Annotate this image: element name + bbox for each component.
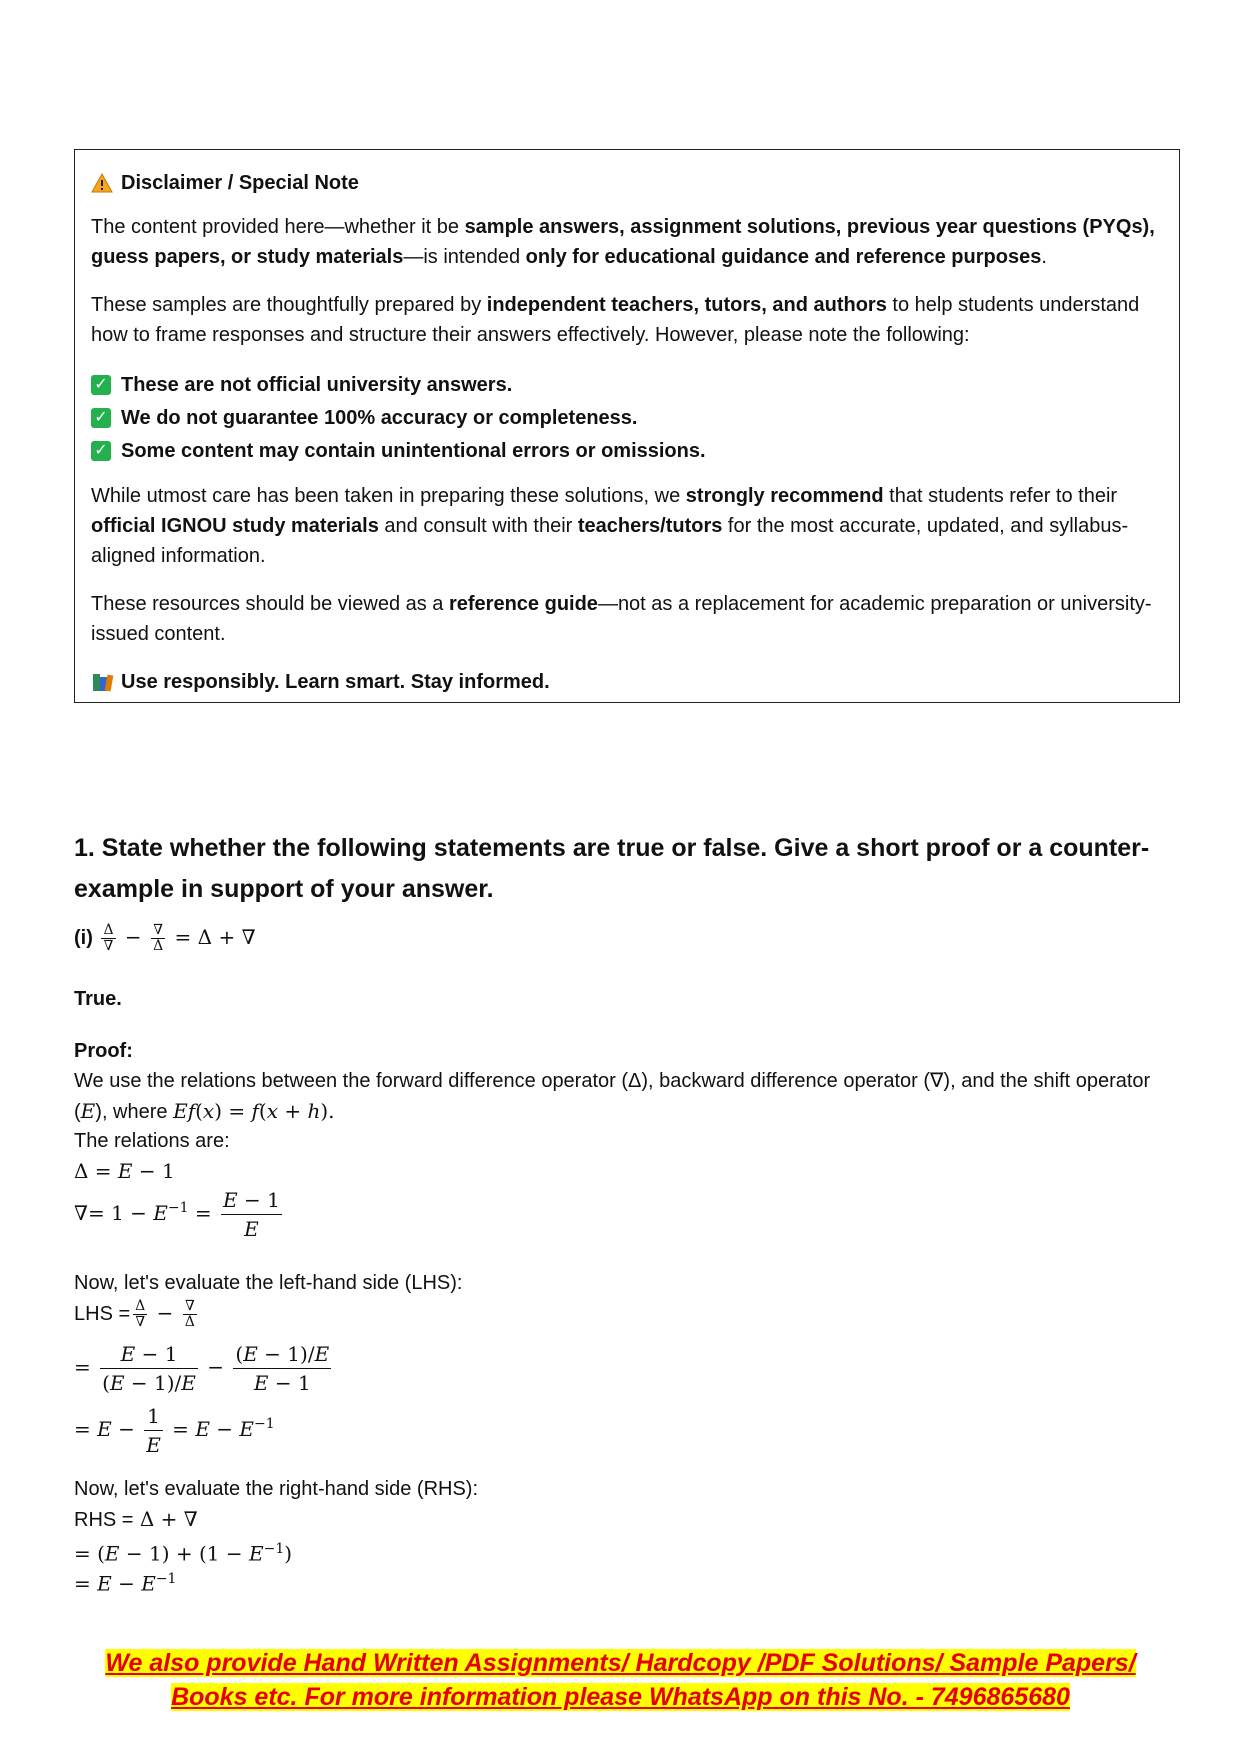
check-item-label: These are not official university answers.	[121, 373, 513, 396]
fraction-delta-over-nabla: $\frac{\Delta}{\nabla}$	[135, 1298, 146, 1331]
check-item-label: We do not guarantee 100% accuracy or completeness.	[121, 406, 638, 429]
relation-nabla: ∇= $1 - E^{-1}$ = $\frac{E - 1}{E}$	[74, 1188, 280, 1241]
fraction-delta-over-nabla: $\frac{\Delta}{\nabla}$	[103, 922, 114, 955]
fraction-lhs-term-1: $\frac{E - 1}{(E - 1)/E}$	[102, 1342, 196, 1395]
text-run-bold: independent teachers, tutors, and authors	[486, 294, 887, 316]
text-run: ), where	[95, 1101, 174, 1123]
lhs-step-1: = $\frac{E - 1}{(E - 1)/E}$ − $\frac{(E - 1)/E}{E - 1}$	[74, 1342, 330, 1395]
text-run-bold: sample answers, assignment solutions, previous year questions (PYQs), guess papers, or study materials	[91, 216, 1155, 268]
checkmark-icon: ✓	[91, 441, 111, 461]
text-run: that students refer to their	[883, 485, 1118, 507]
footer-promo	[0, 1646, 1241, 1714]
fraction-nabla-over-delta: $\frac{\nabla}{\Delta}$	[184, 1298, 195, 1331]
text-run: —not as a replacement for academic preparation or university-issued content.	[91, 593, 1152, 645]
proof-intro: We use the relations between the forward difference operator (Δ), backward difference operator (∇), and the shift operator (E), where Ef(x) = f(x + h).	[74, 1070, 1151, 1123]
lhs-label: LHS =	[74, 1303, 131, 1325]
check-item	[91, 434, 1161, 467]
disclaimer-paragraph-1	[91, 212, 1161, 272]
text-run: and consult with their	[378, 515, 578, 537]
disclaimer-header	[91, 168, 1161, 198]
text-run-bold: reference guide	[448, 593, 598, 615]
lhs-step-2: = E − $\frac{1}{E}$ = $E - E^{-1}$	[74, 1404, 275, 1457]
closing-line	[91, 667, 1161, 697]
check-item	[91, 368, 1161, 401]
text-run: We use the relations between the forward difference operator (Δ), backward difference operator (∇), and the shift operator (	[74, 1070, 1151, 1123]
warning-icon	[91, 173, 113, 193]
disclaimer-title: Disclaimer / Special Note	[121, 172, 359, 194]
text-run: for the most accurate, updated, and syllabus-aligned information.	[91, 515, 1129, 567]
rhs-label: RHS =	[74, 1509, 134, 1531]
checkmark-icon: ✓	[91, 375, 111, 395]
text-run-bold: teachers/tutors	[577, 515, 723, 537]
disclaimer-paragraph-4	[91, 589, 1161, 649]
rhs-step-2: = $E - E^{-1}$	[74, 1571, 177, 1596]
fraction-lhs-term-2: $\frac{(E - 1)/E}{E - 1}$	[235, 1342, 330, 1395]
text-run: These resources should be viewed as a	[91, 593, 449, 615]
rhs-definition: RHS = Δ + ∇	[74, 1507, 198, 1531]
statement-i: (i) $\frac{\Delta}{\nabla}$ − $\frac{\nabla}{\Delta}$ = Δ + ∇	[74, 922, 256, 955]
footer-line-1: We also provide Hand Written Assignments/ Hardcopy /PDF Solutions/ Sample Papers/	[105, 1649, 1136, 1677]
answer-true: True.	[74, 988, 122, 1010]
fraction-nabla-over-delta: $\frac{\nabla}{\Delta}$	[153, 922, 164, 955]
rhs-step-1: = $(E - 1) + (1 - E^{-1})$	[74, 1541, 293, 1566]
text-run-bold: official IGNOU study materials	[91, 515, 379, 537]
text-run: .	[1041, 246, 1047, 268]
text-run-bold: strongly recommend	[685, 485, 884, 507]
rhs-intro: Now, let's evaluate the right-hand side (RHS):	[74, 1478, 479, 1500]
part-label: (i)	[74, 927, 93, 949]
text-run: While utmost care has been taken in preparing these solutions, we	[91, 485, 686, 507]
text-run: These samples are thoughtfully prepared by	[91, 294, 487, 316]
disclaimer-box	[74, 149, 1180, 703]
closing-text: Use responsibly. Learn smart. Stay informed.	[121, 671, 550, 693]
disclaimer-paragraph-3	[91, 481, 1161, 571]
footer-line-2: Books etc. For more information please WhatsApp on this No. - 7496865680	[171, 1683, 1070, 1711]
text-run: The content provided here—whether it be	[91, 216, 465, 238]
check-item-label: Some content may contain unintentional errors or omissions.	[121, 439, 706, 462]
fraction-e-minus-1-over-e: $\frac{E - 1}{E}$	[223, 1188, 280, 1241]
relations-label: The relations are:	[74, 1130, 230, 1152]
text-run: —is intended	[403, 246, 526, 268]
proof-label: Proof:	[74, 1040, 133, 1062]
fraction-one-over-e: $\frac{1}{E}$	[146, 1404, 161, 1457]
disclaimer-paragraph-2	[91, 290, 1161, 350]
question-heading: 1. State whether the following statements are true or false. Give a short proof or a counter-example in support of your answer.	[74, 834, 1150, 903]
relation-delta: Δ = E − 1	[74, 1159, 175, 1183]
text-run: to help students understand how to frame responses and structure their answers effectively. However, please note the following:	[91, 294, 1140, 346]
checkmark-icon: ✓	[91, 408, 111, 428]
lhs-definition: LHS = $\frac{\Delta}{\nabla}$ − $\frac{\nabla}{\Delta}$	[74, 1298, 195, 1331]
text-run-bold: only for educational guidance and reference purposes	[525, 246, 1042, 268]
books-icon	[91, 671, 115, 693]
check-item	[91, 401, 1161, 434]
lhs-intro: Now, let's evaluate the left-hand side (LHS):	[74, 1272, 463, 1294]
checklist	[91, 368, 1161, 467]
